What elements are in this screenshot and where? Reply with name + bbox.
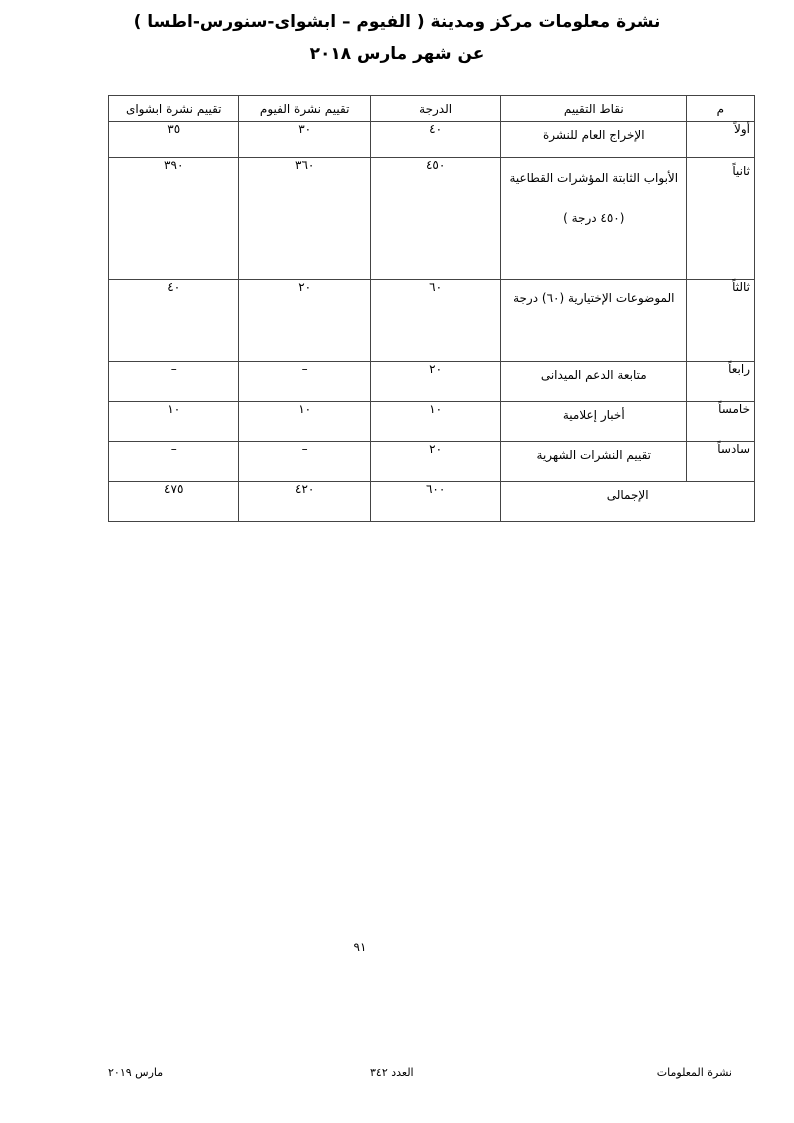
page-number: ٩١ (353, 940, 367, 954)
row-ibshaway: ٣٥ (109, 122, 239, 158)
total-degree: ٦٠٠ (370, 482, 500, 522)
header-index: م (687, 96, 755, 122)
footer-date: مارس ٢٠١٩ (108, 1066, 164, 1079)
document-title: نشرة معلومات مركز ومدينة ( الفيوم – ابشواى-سنورس-اطسا ) (133, 12, 661, 32)
row-degree: ١٠ (370, 402, 500, 442)
table-row (109, 158, 755, 280)
row-fayoum: ٢٠ (239, 280, 370, 362)
row-ibshaway: – (109, 442, 239, 482)
row-fayoum: ٣٦٠ (239, 158, 370, 280)
table-total-row (109, 482, 755, 522)
row-item: تقييم النشرات الشهرية (501, 442, 687, 482)
row-index: أولاً (687, 122, 755, 158)
row-index: سادساً (687, 442, 755, 482)
row-ibshaway: – (109, 362, 239, 402)
table-row (109, 402, 755, 442)
row-fayoum: ١٠ (239, 402, 370, 442)
header-fayoum: تقييم نشرة الفيوم (239, 96, 370, 122)
row-index: خامساً (687, 402, 755, 442)
header-degree: الدرجة (370, 96, 500, 122)
row-degree: ٦٠ (370, 280, 500, 362)
footer-publication: نشرة المعلومات (656, 1066, 732, 1079)
row-degree: ٢٠ (370, 442, 500, 482)
row-index: ثانياً (687, 158, 755, 280)
row-degree: ٢٠ (370, 362, 500, 402)
header-item: نقاط التقييم (501, 96, 687, 122)
row-item: الأبواب الثابتة المؤشرات القطاعية (٤٥٠ درجة ) (501, 158, 687, 280)
row-item: الموضوعات الإختيارية (٦٠) درجة (501, 280, 687, 362)
row-fayoum: ٣٠ (239, 122, 370, 158)
row-index: ثالثاً (687, 280, 755, 362)
row-ibshaway: ٤٠ (109, 280, 239, 362)
total-ibshaway: ٤٧٥ (109, 482, 239, 522)
row-degree: ٤٥٠ (370, 158, 500, 280)
row-index: رابعاً (687, 362, 755, 402)
table-row (109, 362, 755, 402)
footer-issue: العدد ٣٤٢ (370, 1066, 414, 1079)
total-label: الإجمالى (501, 482, 755, 522)
table-row (109, 442, 755, 482)
row-item: أخبار إعلامية (501, 402, 687, 442)
row-item: الإخراج العام للنشرة (501, 122, 687, 158)
row-degree: ٤٠ (370, 122, 500, 158)
row-ibshaway: ١٠ (109, 402, 239, 442)
row-fayoum: – (239, 442, 370, 482)
document-subtitle: عن شهر مارس ٢٠١٨ (309, 44, 485, 64)
table-header-row (109, 96, 755, 122)
row-ibshaway: ٣٩٠ (109, 158, 239, 280)
row-fayoum: – (239, 362, 370, 402)
table-row (109, 122, 755, 158)
evaluation-table (108, 95, 755, 522)
header-ibshaway: تقييم نشرة ابشواى (109, 96, 239, 122)
table-row (109, 280, 755, 362)
total-fayoum: ٤٢٠ (239, 482, 370, 522)
row-item: متابعة الدعم الميدانى (501, 362, 687, 402)
